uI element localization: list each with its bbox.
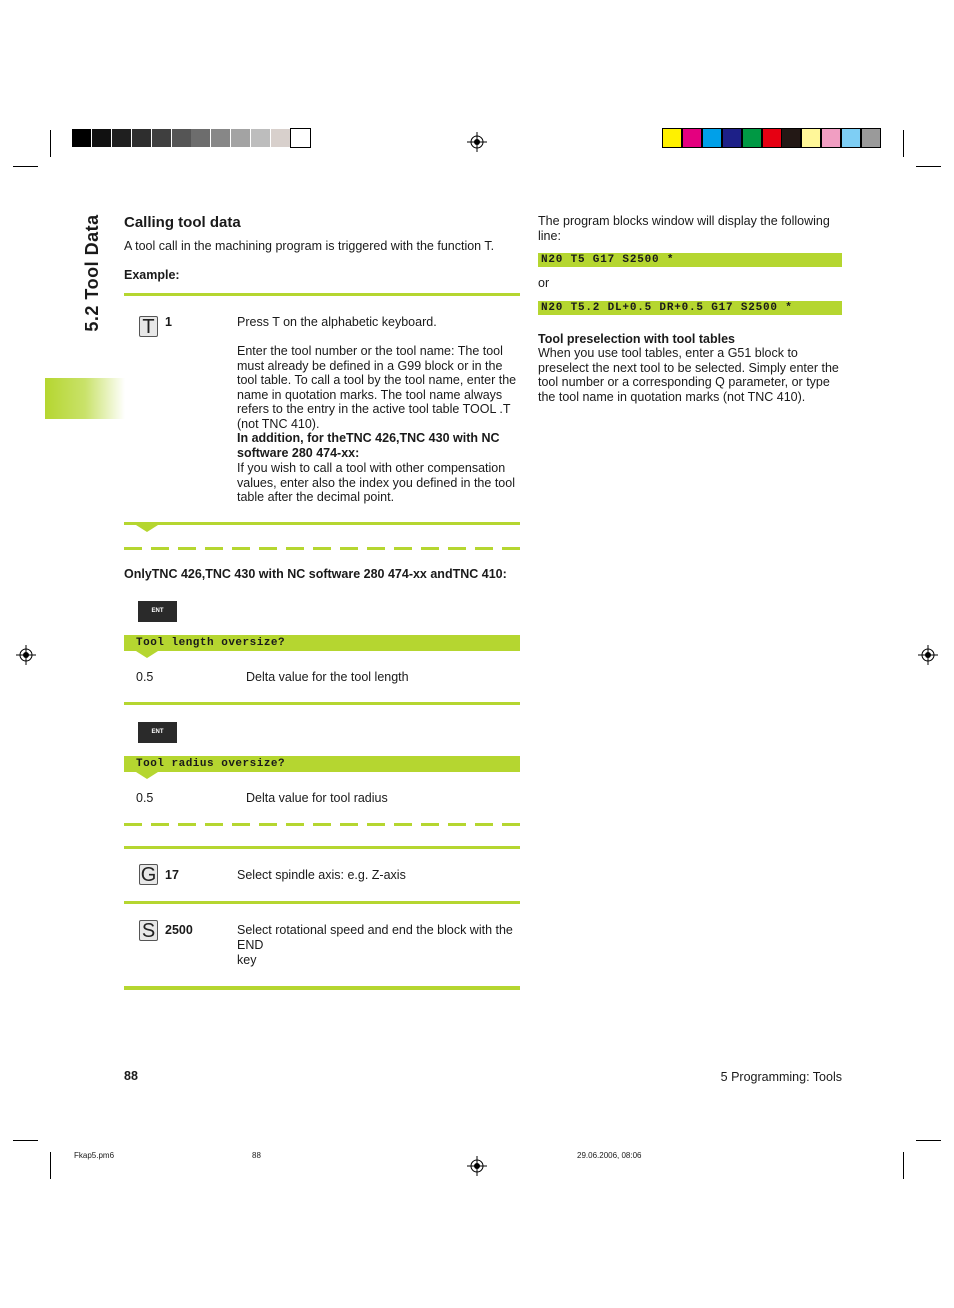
gray-swatch	[291, 129, 310, 147]
color-swatch	[782, 129, 800, 147]
crop-mark	[50, 1152, 51, 1179]
step-text: Press T on the alphabetic keyboard.	[237, 315, 437, 329]
registration-mark-icon	[467, 132, 487, 152]
color-swatch	[802, 129, 820, 147]
gray-swatch	[271, 129, 290, 147]
section-title: Calling tool data	[124, 214, 241, 231]
crop-mark	[903, 1152, 904, 1179]
dashed-divider	[124, 823, 520, 826]
color-swatch	[663, 129, 681, 147]
registration-mark-icon	[918, 645, 938, 665]
color-swatch	[822, 129, 840, 147]
step-text: Select spindle axis: e.g. Z-axis	[237, 868, 406, 882]
nc-block-line: N20 T5 G17 S2500 *	[538, 253, 842, 267]
value-description: Delta value for the tool length	[246, 670, 409, 684]
crop-mark	[13, 1140, 38, 1141]
print-timestamp: 29.06.2006, 08:06	[577, 1151, 642, 1160]
step-note: In addition, for theTNC 426,TNC 430 with NC software 280 474-xx:	[237, 431, 500, 460]
divider-arrow	[136, 651, 158, 658]
step-text: Enter the tool number or the tool name: The tool must already be defined in a G99 block or in the tool table. To call a tool by the tool name, enter the name in quotation marks. The tool name always refers to the entry in the active tool table TOOL .T (not TNC 410).	[237, 344, 517, 431]
step-number: 17	[165, 868, 179, 882]
s-key-icon: S	[139, 920, 158, 941]
color-swatch	[862, 129, 880, 147]
g-key-icon: G	[140, 864, 157, 886]
side-tab-gradient	[45, 378, 125, 419]
page-number: 88	[124, 1069, 138, 1083]
nc-block-line: N20 T5.2 DL+0.5 DR+0.5 G17 S2500 *	[538, 301, 842, 315]
dialog-prompt: Tool radius oversize?	[124, 756, 520, 772]
file-name: Fkap5.pm6	[74, 1151, 115, 1160]
color-swatch	[683, 129, 701, 147]
divider	[124, 293, 520, 296]
t-key-icon: T	[139, 316, 158, 337]
registration-mark-icon	[16, 645, 36, 665]
dashed-divider	[124, 547, 520, 550]
preselect-title: Tool preselection with tool tables	[538, 332, 736, 346]
or-label: or	[538, 276, 550, 290]
step-text: key	[237, 953, 257, 967]
crop-mark	[903, 130, 904, 157]
gray-swatch	[231, 129, 250, 147]
crop-mark	[50, 130, 51, 157]
input-value: 0.5	[136, 791, 154, 805]
section-intro: A tool call in the machining program is triggered with the function T.	[124, 239, 495, 253]
color-swatch	[842, 129, 860, 147]
step-text: Select rotational speed and end the block with the END	[237, 923, 513, 952]
color-swatch	[703, 129, 721, 147]
ent-key[interactable]: ENT	[138, 601, 177, 622]
gray-swatch	[92, 129, 111, 147]
divider	[124, 522, 520, 525]
crop-mark	[13, 166, 38, 167]
crop-mark	[916, 1140, 941, 1141]
gray-swatch	[251, 129, 270, 147]
right-intro: The program blocks window will display the following line:	[538, 214, 830, 243]
print-page: 88	[252, 1151, 261, 1160]
color-swatch	[723, 129, 741, 147]
crop-mark	[916, 166, 941, 167]
divider	[124, 901, 520, 904]
input-value: 0.5	[136, 670, 154, 684]
divider	[124, 986, 520, 990]
gray-swatch	[191, 129, 210, 147]
chapter-label: 5 Programming: Tools	[720, 1070, 842, 1084]
divider	[124, 702, 520, 705]
gray-swatch	[152, 129, 171, 147]
divider	[124, 846, 520, 849]
color-swatch	[743, 129, 761, 147]
ent-key[interactable]: ENT	[138, 722, 177, 743]
divider-arrow	[136, 772, 158, 779]
preselect-text: When you use tool tables, enter a G51 block to preselect the next tool to be selected. Simply enter the tool number or a corresponding Q parameter, or type the tool name in quotation marks (not TNC 410).	[538, 346, 839, 404]
step-number: 1	[165, 315, 172, 329]
gray-swatch	[72, 129, 91, 147]
registration-mark-icon	[467, 1156, 487, 1176]
example-label: Example:	[124, 268, 180, 282]
divider-arrow	[136, 525, 158, 532]
value-description: Delta value for tool radius	[246, 791, 388, 805]
gray-swatch	[211, 129, 230, 147]
color-swatch	[763, 129, 781, 147]
step-text: If you wish to call a tool with other compensation values, enter also the index you defined in the tool table after the decimal point.	[237, 461, 515, 505]
dialog-prompt: Tool length oversize?	[124, 635, 520, 651]
step-number: 2500	[165, 923, 193, 937]
side-tab-label: 5.2 Tool Data	[82, 214, 102, 332]
gray-swatch	[112, 129, 131, 147]
gray-swatch	[132, 129, 151, 147]
gray-swatch	[172, 129, 191, 147]
only-note: OnlyTNC 426,TNC 430 with NC software 280 474-xx andTNC 410:	[124, 567, 507, 581]
